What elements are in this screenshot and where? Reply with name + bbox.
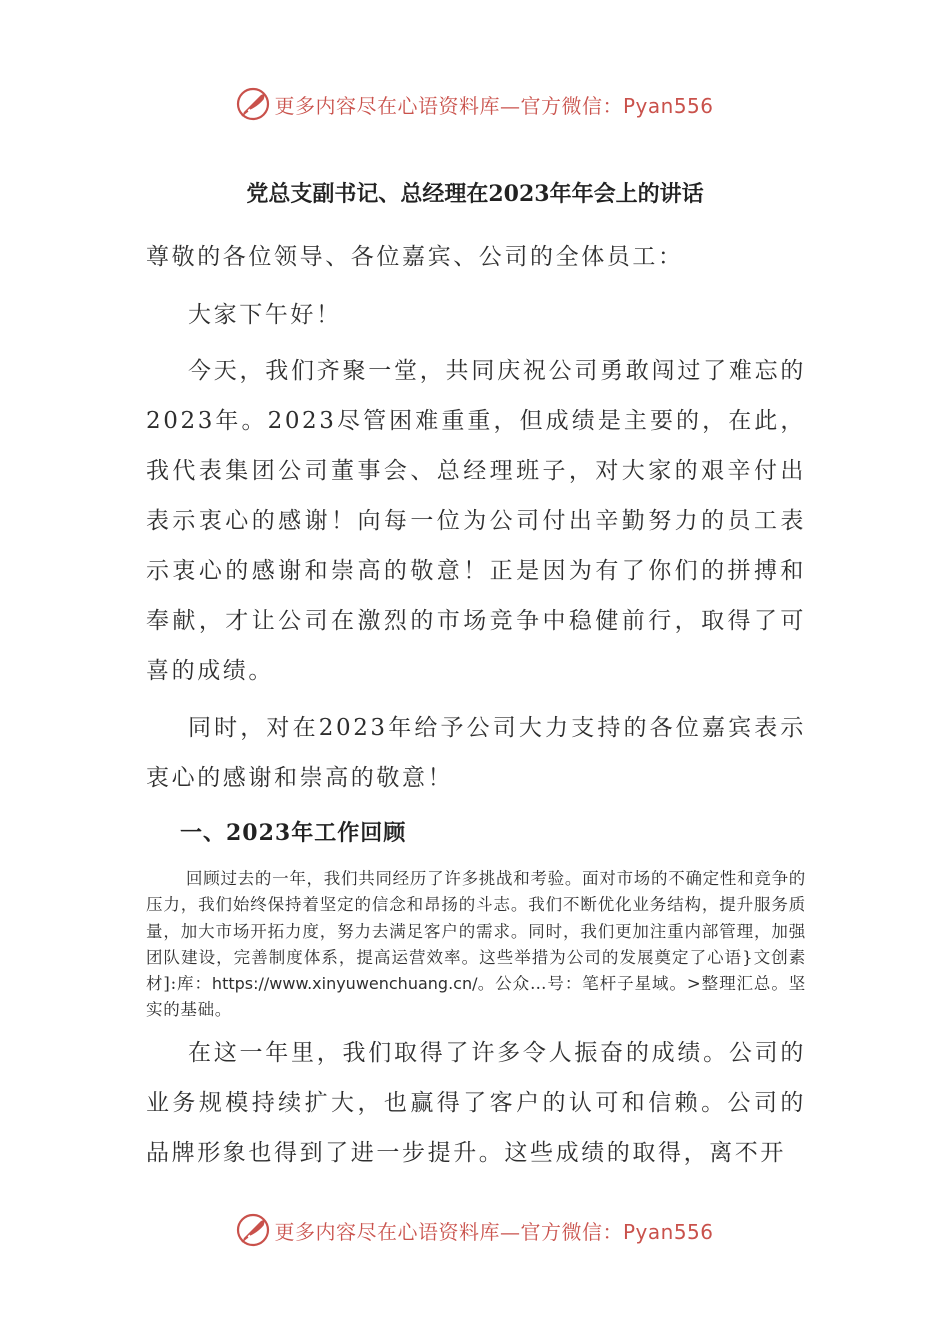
header-banner: [0, 82, 950, 126]
document-title: 党总支副书记、总经理在2023年年会上的讲话: [246, 181, 704, 207]
paragraph-opening: 今天，我们齐聚一堂，共同庆祝公司勇敢闯过了难忘的2023年。2023尽管困难重重，但成绩是主要的，在此，我代表集团公司董事会、总经理班子，对大家的艰辛付出表示衷心的感谢！向每一位为公司付出辛勤努力的员工表示衷心的感谢和崇高的敬意！正是因为有了你们的拼搏和奉献，才让公司在激烈的市场竞争中稳健前行，取得了可喜的成绩。: [146, 358, 806, 684]
salutation: 尊敬的各位领导、各位嘉宾、公司的全体员工：: [146, 244, 684, 270]
source-url: https://www.xinyuwenchuang.cn/: [211, 974, 478, 994]
banner-text: 更多内容尽在心语资料库—官方微信：Pyan556: [274, 93, 714, 118]
greeting: 大家下午好！: [188, 302, 342, 328]
footer-banner: [0, 1208, 950, 1252]
wechat-id: Pyan556: [622, 93, 714, 118]
quill-pen-logo-icon: [236, 1213, 270, 1247]
wechat-id: Pyan556: [622, 1219, 714, 1244]
paragraph-review: 回顾过去的一年，我们共同经历了许多挑战和考验。面对市场的不确定性和竞争的压力，我们始终保持着坚定的信念和昂扬的斗志。我们不断优化业务结构，提升服务质量，加大市场开拓力度，努力去满足客户的需求。同时，我们更加注重内部管理，加强团队建设，完善制度体系，提高运营效率。这些举措为公司的发展奠定了心语}文创素材]:库：https://www.xinyuwenchuang.cn/。公众…号：笔杆子星域。>整理汇总。坚实的基础。: [146, 869, 806, 1020]
paragraph-thanks-guests: 同时，对在2023年给予公司大力支持的各位嘉宾表示衷心的感谢和崇高的敬意！: [146, 715, 806, 791]
banner-text: 更多内容尽在心语资料库—官方微信：Pyan556: [274, 1219, 714, 1244]
paragraph-achievements: 在这一年里，我们取得了许多令人振奋的成绩。公司的业务规模持续扩大，也赢得了客户的认可和信赖。公司的品牌形象也得到了进一步提升。这些成绩的取得，离不开: [146, 1040, 806, 1166]
section-heading: 一、2023年工作回顾: [180, 820, 407, 846]
quill-pen-logo-icon: [236, 87, 270, 121]
